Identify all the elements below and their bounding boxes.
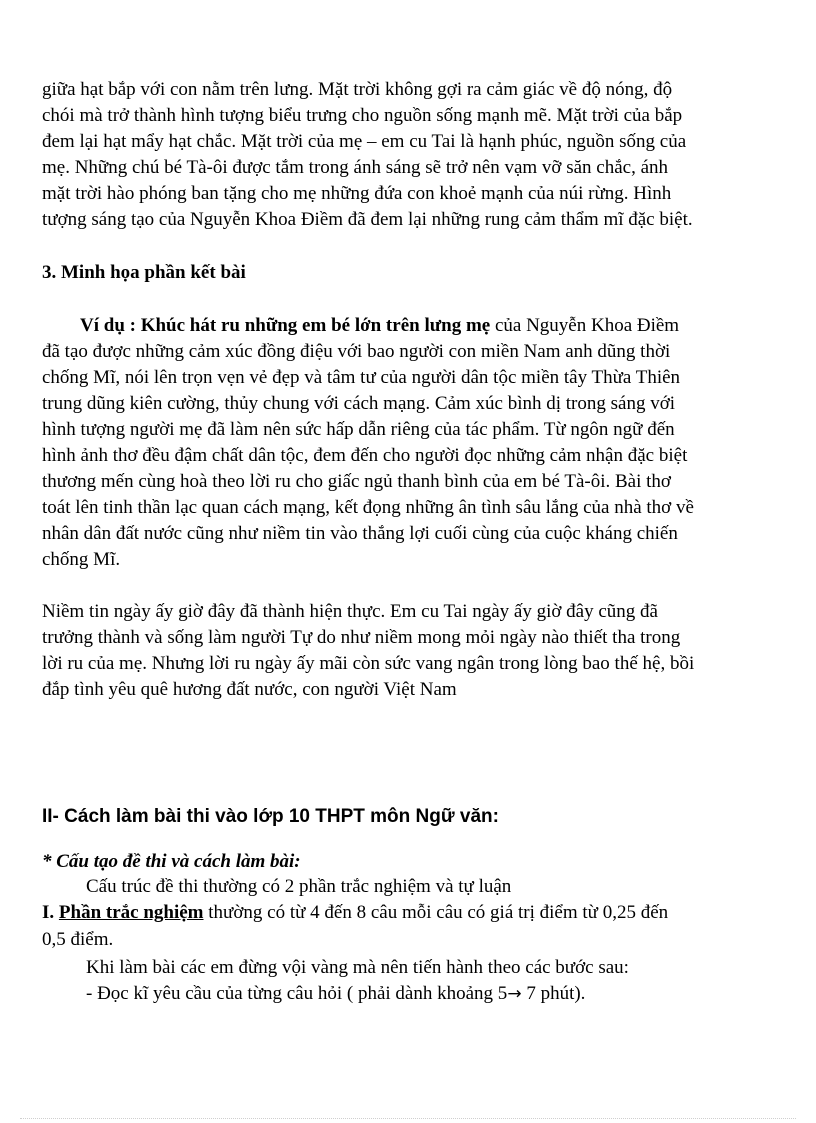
paragraph-line: lời ru của mẹ. Nhưng lời ru ngày ấy mãi còn sức vang ngân trong lòng bao thế hệ, bồi <box>42 653 695 674</box>
paragraph-line: đã tạo được những cảm xúc đồng điệu với bao người con miền Nam anh dũng thời <box>42 341 671 362</box>
paragraph-line: chống Mĩ, nói lên trọn vẹn vẻ đẹp và tâm tư của người dân tộc miền tây Thừa Thiên <box>42 367 681 388</box>
paragraph-line: mặt trời hào phóng ban tặng cho mẹ những đứa con khoẻ mạnh của núi rừng. Hình <box>42 183 672 204</box>
steps-intro: Khi làm bài các em đừng vội vàng mà nên tiến hành theo các bước sau: <box>86 957 629 978</box>
paragraph-line: đắp tình yêu quê hương đất nước, con người Việt Nam <box>42 679 457 700</box>
paragraph-line: đem lại hạt mẩy hạt chắc. Mặt trời của mẹ – em cu Tai là hạnh phúc, nguồn sống của <box>42 131 687 152</box>
part1-rest: thường có từ 4 đến 8 câu mỗi câu có giá trị điểm từ 0,25 đến <box>203 902 669 923</box>
structure-heading: * Cấu tạo đề thi và cách làm bài: <box>42 851 301 872</box>
paragraph-line: tượng sáng tạo của Nguyễn Khoa Điềm đã đem lại những rung cảm thẩm mĩ đặc biệt. <box>42 209 693 230</box>
paragraph-line: giữa hạt bắp với con nằm trên lưng. Mặt trời không gợi ra cảm giác về độ nóng, độ <box>42 79 673 100</box>
paragraph-line: Niềm tin ngày ấy giờ đây đã thành hiện thực. Em cu Tai ngày ấy giờ đây cũng đã <box>42 601 658 622</box>
structure-line: Cấu trúc đề thi thường có 2 phần trắc nghiệm và tự luận <box>86 876 512 897</box>
step-text: - Đọc kĩ yêu cầu của từng câu hỏi ( phải dành khoảng 5 <box>86 983 508 1004</box>
part1-line <box>42 900 668 926</box>
paragraph-line: chói mà trở thành hình tượng biểu trưng cho nguồn sống mạnh mẽ. Mặt trời của bắp <box>42 105 683 126</box>
paragraph-line: trung dũng kiên cường, thủy chung với cách mạng. Cảm xúc bình dị trong sáng với <box>42 393 676 414</box>
paragraph-line: mẹ. Những chú bé Tà-ôi được tắm trong ánh sáng sẽ trở nên vạm vỡ săn chắc, ánh <box>42 157 669 178</box>
example-title: Ví dụ : Khúc hát ru những em bé lớn trên lưng mẹ <box>80 315 491 336</box>
paragraph-line: chống Mĩ. <box>42 549 121 570</box>
arrow-right-icon: → <box>507 984 522 1004</box>
paragraph-line: nhân dân đất nước cũng như niềm tin vào thắng lợi cuối cùng của cuộc kháng chiến <box>42 523 678 544</box>
step-text-end: 7 phút). <box>521 983 586 1004</box>
section-heading-2: II- Cách làm bài thi vào lớp 10 THPT môn Ngữ văn: <box>42 806 499 827</box>
part1-title: Phần trắc nghiệm <box>58 902 204 923</box>
example-author: của Nguyễn Khoa Điềm <box>490 315 680 336</box>
paragraph-line: hình ảnh thơ đều đậm chất dân tộc, đem đến cho người đọc những cảm nhận đặc biệt <box>42 445 688 466</box>
part1-cont: 0,5 điểm. <box>42 929 114 950</box>
example-lead <box>80 313 679 339</box>
part1-number: I. <box>42 902 59 923</box>
page-bottom-divider <box>20 1118 796 1119</box>
paragraph-line: trưởng thành và sống làm người Tự do như niềm mong mỏi ngày nào thiết tha trong <box>42 627 681 648</box>
paragraph-line: toát lên tinh thần lạc quan cách mạng, kết đọng những ân tình sâu lắng của nhà thơ về <box>42 497 694 518</box>
section-heading: 3. Minh họa phần kết bài <box>42 262 246 283</box>
paragraph-line: hình tượng người mẹ đã làm nên sức hấp dẫn riêng của tác phẩm. Từ ngôn ngữ đến <box>42 419 675 440</box>
step-item <box>86 981 585 1007</box>
paragraph-line: thương mến cùng hoà theo lời ru cho giấc ngủ thanh bình của em bé Tà-ôi. Bài thơ <box>42 471 671 492</box>
